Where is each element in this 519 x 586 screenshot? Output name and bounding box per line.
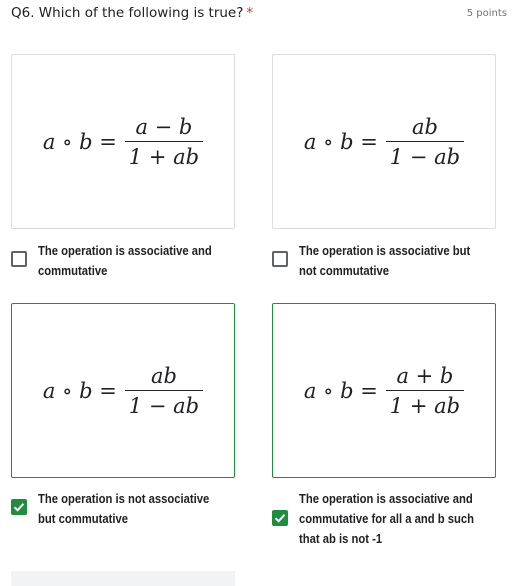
formula-denominator: 1 − ab: [386, 141, 464, 169]
question-points: 5 points: [466, 8, 507, 19]
check-icon: [12, 500, 26, 514]
formula-denominator: 1 − ab: [125, 390, 203, 418]
required-marker: *: [246, 5, 254, 21]
formula-numerator: ab: [411, 114, 438, 139]
formula-fraction: [125, 115, 203, 169]
formula-lhs: a ∘ b =: [42, 129, 117, 154]
formula-lhs: a ∘ b =: [303, 129, 378, 154]
option-2-checkbox[interactable]: [272, 251, 288, 267]
formula-numerator: ab: [150, 363, 177, 388]
formula-numerator: a + b: [396, 363, 454, 388]
formula-numerator: a − b: [135, 114, 193, 139]
formula-fraction: [386, 115, 464, 169]
formula-fraction: [386, 364, 464, 418]
option-2-formula: [273, 55, 495, 228]
check-icon: [273, 511, 287, 525]
option-4-formula: [273, 304, 495, 477]
question-header: [11, 3, 507, 23]
option-1-checkbox[interactable]: [11, 251, 27, 267]
option-1-formula: [12, 55, 234, 228]
formula-lhs: a ∘ b =: [42, 378, 117, 403]
formula-fraction: [125, 364, 203, 418]
question-title: Q6. Which of the following is true? *: [11, 5, 254, 21]
next-option-card: [11, 571, 235, 586]
option-card-3[interactable]: [11, 303, 235, 478]
formula-denominator: 1 + ab: [386, 390, 464, 418]
formula-denominator: 1 + ab: [125, 141, 203, 169]
option-1-label[interactable]: The operation is associative and commutative: [38, 244, 212, 278]
option-2-label[interactable]: The operation is associative but not commutative: [299, 244, 471, 278]
option-4-checkbox[interactable]: [272, 510, 288, 526]
formula-lhs: a ∘ b =: [303, 378, 378, 403]
option-3-label[interactable]: The operation is not associative but commutative: [38, 492, 210, 526]
option-card-1[interactable]: [11, 54, 235, 229]
option-card-4[interactable]: [272, 303, 496, 478]
option-3-checkbox[interactable]: [11, 499, 27, 515]
option-3-formula: [12, 304, 234, 477]
option-4-label[interactable]: The operation is associative and commutative for all a and b such that ab is not -1: [299, 492, 475, 546]
option-card-2[interactable]: [272, 54, 496, 229]
